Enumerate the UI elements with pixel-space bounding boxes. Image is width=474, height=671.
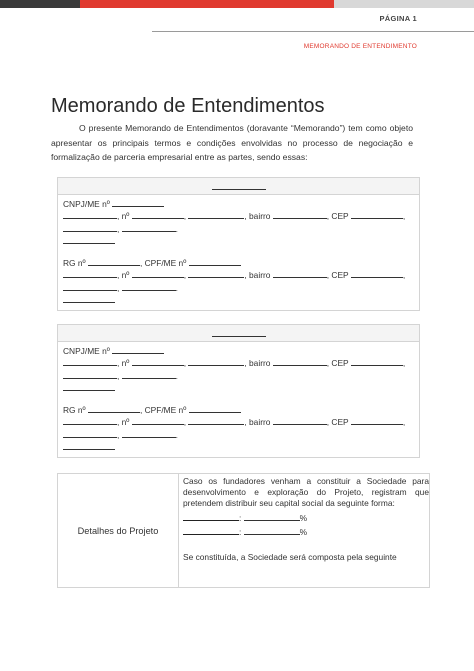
city-blank[interactable]	[63, 223, 120, 234]
number-label: , nº	[117, 358, 130, 369]
percent-sign: %	[299, 526, 308, 537]
street-blank[interactable]	[63, 269, 117, 278]
bairro-label: , bairro	[244, 417, 271, 428]
number-label: , nº	[117, 270, 130, 281]
street-blank[interactable]	[63, 210, 117, 219]
company-line	[63, 345, 414, 357]
comma-sep: ,	[402, 270, 406, 281]
top-bar-grey-segment	[334, 0, 474, 8]
page-number: PÁGINA 1	[379, 14, 417, 23]
cpf-blank[interactable]	[189, 257, 241, 266]
person-address-line	[63, 416, 414, 428]
cep-blank[interactable]	[351, 416, 406, 428]
city-line	[63, 370, 414, 382]
city-line	[63, 429, 414, 441]
cep-blank[interactable]	[351, 210, 406, 222]
representative-line	[63, 382, 414, 394]
bairro-label: , bairro	[244, 358, 271, 369]
comma-sep: ,	[402, 417, 406, 428]
party-fields	[58, 342, 419, 457]
city-blank[interactable]	[63, 370, 120, 381]
cep-label: , CEP	[326, 270, 349, 281]
cnpj-label: CNPJ/ME nº	[63, 199, 110, 209]
extra-blank[interactable]	[63, 294, 115, 303]
comma-sep: ,	[117, 370, 120, 381]
cep-label: , CEP	[326, 211, 349, 222]
project-details-table	[57, 473, 430, 588]
comma-sep: ,	[402, 358, 406, 369]
extra-line	[63, 441, 414, 453]
document-tag: MEMORANDO DE ENTENDIMENTO	[303, 43, 417, 50]
comma-sep: ,	[183, 211, 187, 222]
company-address-line	[63, 210, 414, 222]
comma-sep: ,	[183, 270, 187, 281]
header-divider	[152, 31, 474, 32]
number-blank[interactable]	[132, 416, 187, 428]
period-sep: .	[175, 429, 178, 440]
complement-blank[interactable]	[188, 357, 244, 366]
id-line	[63, 257, 414, 269]
party-block-1	[57, 177, 420, 311]
number-blank[interactable]	[132, 269, 187, 281]
founder-share-row-1	[183, 512, 429, 524]
bairro-label: , bairro	[244, 270, 271, 281]
number-label: , nº	[117, 417, 130, 428]
party-name-header	[58, 178, 419, 195]
period-sep: .	[175, 370, 178, 381]
share-percent-blank[interactable]	[244, 526, 300, 535]
project-note: Se constituída, a Sociedade será composta pela seguinte	[183, 552, 397, 563]
cnpj-blank[interactable]	[112, 198, 164, 207]
extra-blank[interactable]	[63, 441, 115, 450]
comma-sep: ,	[183, 417, 187, 428]
cep-label: , CEP	[326, 358, 349, 369]
intro-paragraph	[51, 121, 413, 165]
complement-blank[interactable]	[188, 210, 244, 219]
party-block-2	[57, 324, 420, 458]
period-sep: .	[175, 223, 178, 234]
state-blank[interactable]	[122, 223, 176, 232]
founder-name-blank[interactable]	[183, 512, 242, 523]
representative-blank[interactable]	[63, 235, 115, 244]
comma-sep: ,	[402, 211, 406, 222]
extra-line	[63, 294, 414, 306]
state-blank[interactable]	[122, 429, 176, 438]
bairro-blank[interactable]	[273, 210, 327, 219]
rg-label: RG nº	[63, 405, 86, 416]
cep-label: , CEP	[326, 417, 349, 428]
number-blank[interactable]	[132, 357, 187, 369]
project-details-content	[179, 474, 432, 563]
company-address-line	[63, 357, 414, 369]
colon-sep: :	[239, 526, 242, 537]
complement-blank[interactable]	[188, 416, 244, 425]
company-line	[63, 198, 414, 210]
founder-name-blank[interactable]	[183, 526, 242, 537]
comma-sep: ,	[117, 282, 120, 293]
party-name-blank[interactable]	[212, 189, 266, 190]
spacer	[63, 394, 414, 404]
project-description: Caso os fundadores venham a constituir a Sociedade para desenvolvimento e exploração do Projeto, registram que pretendem distribuir seu capital social da seguinte forma:	[183, 476, 429, 509]
spacer	[63, 247, 414, 257]
top-bar-dark-segment	[0, 0, 80, 8]
rg-blank[interactable]	[88, 404, 140, 413]
rg-blank[interactable]	[88, 257, 140, 266]
top-bar-red-segment	[80, 0, 334, 8]
street-blank[interactable]	[63, 416, 117, 425]
party-name-header	[58, 325, 419, 342]
share-percent-blank[interactable]	[244, 512, 300, 521]
cep-blank[interactable]	[351, 357, 406, 369]
id-line	[63, 404, 414, 416]
complement-blank[interactable]	[188, 269, 244, 278]
state-blank[interactable]	[122, 282, 176, 291]
representative-line	[63, 235, 414, 247]
cpf-blank[interactable]	[189, 404, 241, 413]
cep-blank[interactable]	[351, 269, 406, 281]
comma-sep: ,	[183, 358, 187, 369]
city-blank[interactable]	[63, 429, 120, 440]
street-blank[interactable]	[63, 357, 117, 366]
person-address-line	[63, 269, 414, 281]
city-blank[interactable]	[63, 282, 120, 293]
number-blank[interactable]	[132, 210, 187, 222]
number-label: , nº	[117, 211, 130, 222]
intro-text: O presente Memorando de Entendimentos (doravante “Memorando”) tem como objeto apresentar os principais termos e condições envolvidas no processo de negociação e formalização de parceria empresarial entre as partes, sendo essas:	[51, 123, 413, 162]
comma-sep: ,	[117, 429, 120, 440]
founder-share-row-2	[183, 526, 429, 538]
colon-sep: :	[239, 512, 242, 523]
city-line	[63, 282, 414, 294]
bairro-blank[interactable]	[273, 416, 327, 425]
state-blank[interactable]	[122, 370, 176, 379]
party-name-blank[interactable]	[212, 336, 266, 337]
cnpj-blank[interactable]	[112, 345, 164, 354]
bairro-blank[interactable]	[273, 357, 327, 366]
cpf-label: , CPF/ME nº	[139, 258, 187, 269]
rg-label: RG nº	[63, 258, 86, 269]
project-details-label: Detalhes do Projeto	[58, 474, 179, 587]
period-sep: .	[175, 282, 178, 293]
cnpj-label: CNPJ/ME nº	[63, 346, 110, 356]
page-title: Memorando de Entendimentos	[51, 95, 325, 118]
party-fields	[58, 195, 419, 310]
cpf-label: , CPF/ME nº	[139, 405, 187, 416]
comma-sep: ,	[117, 223, 120, 234]
representative-blank[interactable]	[63, 382, 115, 391]
bairro-blank[interactable]	[273, 269, 327, 278]
top-color-bar	[0, 0, 474, 8]
bairro-label: , bairro	[244, 211, 271, 222]
percent-sign: %	[299, 512, 308, 523]
city-line	[63, 223, 414, 235]
